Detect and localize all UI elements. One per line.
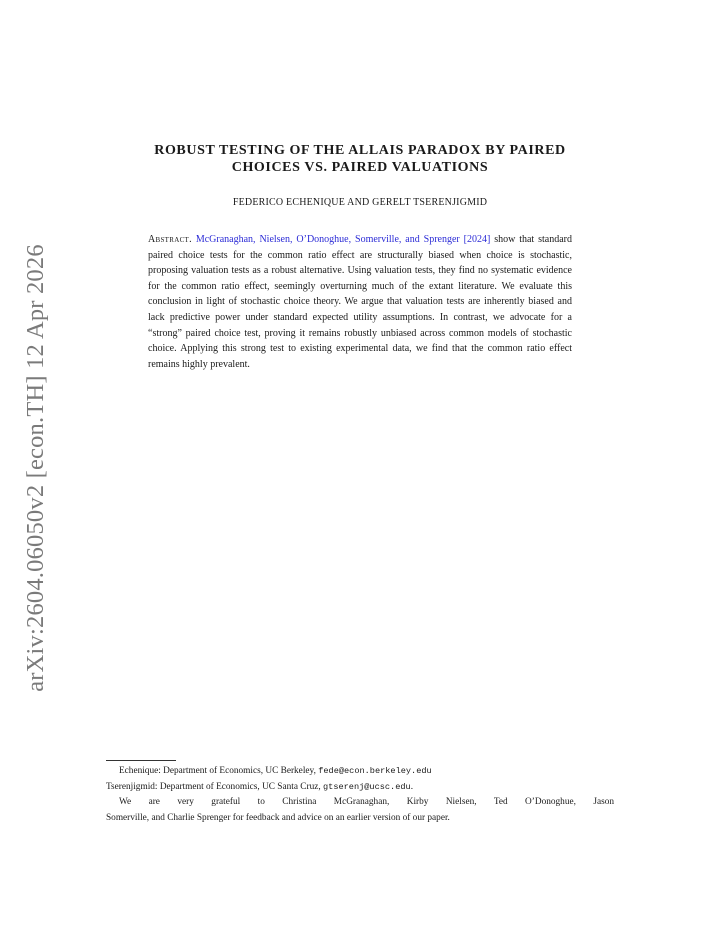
paper-title-line-1: ROBUST TESTING OF THE ALLAIS PARADOX BY PAIRED	[154, 143, 566, 158]
footnote-echenique	[106, 764, 614, 780]
abstract-body: show that standard paired choice tests for the common ratio effect are structurally biased when choice is stochastic, proposing valuation tests as a robust alternative. Using valuation tests, they find no systematic evidence for the common ratio effect, seemingly overturning much of the extant literature. We evaluate this conclusion in light of stochastic choice theory. We argue that valuation tests are inherently biased and lack predictive power under standard expected utility assumptions. In contrast, we advocate for a “strong” paired choice test, proving it remains robustly unbiased across common models of stochastic choice. Applying this strong test to existing experimental data, we find that the common ratio effect remains highly prevalent.	[148, 234, 572, 370]
footnote-echenique-email[interactable]: fede@econ.berkeley.edu	[318, 766, 432, 776]
arxiv-identifier-stamp	[16, 244, 56, 692]
paper-authors: FEDERICO ECHENIQUE AND GERELT TSERENJIGMID	[232, 197, 488, 208]
footnote-divider	[106, 760, 176, 761]
footnote-tserenjigmid-email[interactable]: gtserenj@ucsc.edu	[323, 781, 411, 792]
footnote-echenique-text: Echenique: Department of Economics, UC Berkeley,	[119, 766, 319, 776]
paper-title	[100, 142, 620, 176]
footnote-tserenjigmid	[106, 780, 614, 796]
abstract-heading: Abstract.	[148, 234, 192, 245]
footnote-thanks-line-2: Somerville, and Charlie Sprenger for feedback and advice on an earlier version of our paper.	[106, 812, 450, 823]
footnote-tserenjigmid-text: Tserenjigmid: Department of Economics, UC Santa Cruz,	[106, 781, 324, 792]
footnote-tserenjigmid-end: .	[410, 781, 414, 792]
footnotes	[106, 764, 614, 826]
arxiv-identifier-text: arXiv:2604.06050v2 [econ.TH] 12 Apr 2026	[22, 244, 50, 692]
footnote-thanks-line-1: We are very grateful to Christina McGranaghan, Kirby Nielsen, Ted O’Donoghue, Jason	[119, 797, 614, 807]
abstract-citation-link[interactable]: McGranaghan, Nielsen, O’Donoghue, Somerville, and Sprenger [2024]	[195, 234, 491, 245]
paper-title-line-2: CHOICES VS. PAIRED VALUATIONS	[231, 160, 489, 175]
abstract	[148, 232, 572, 372]
